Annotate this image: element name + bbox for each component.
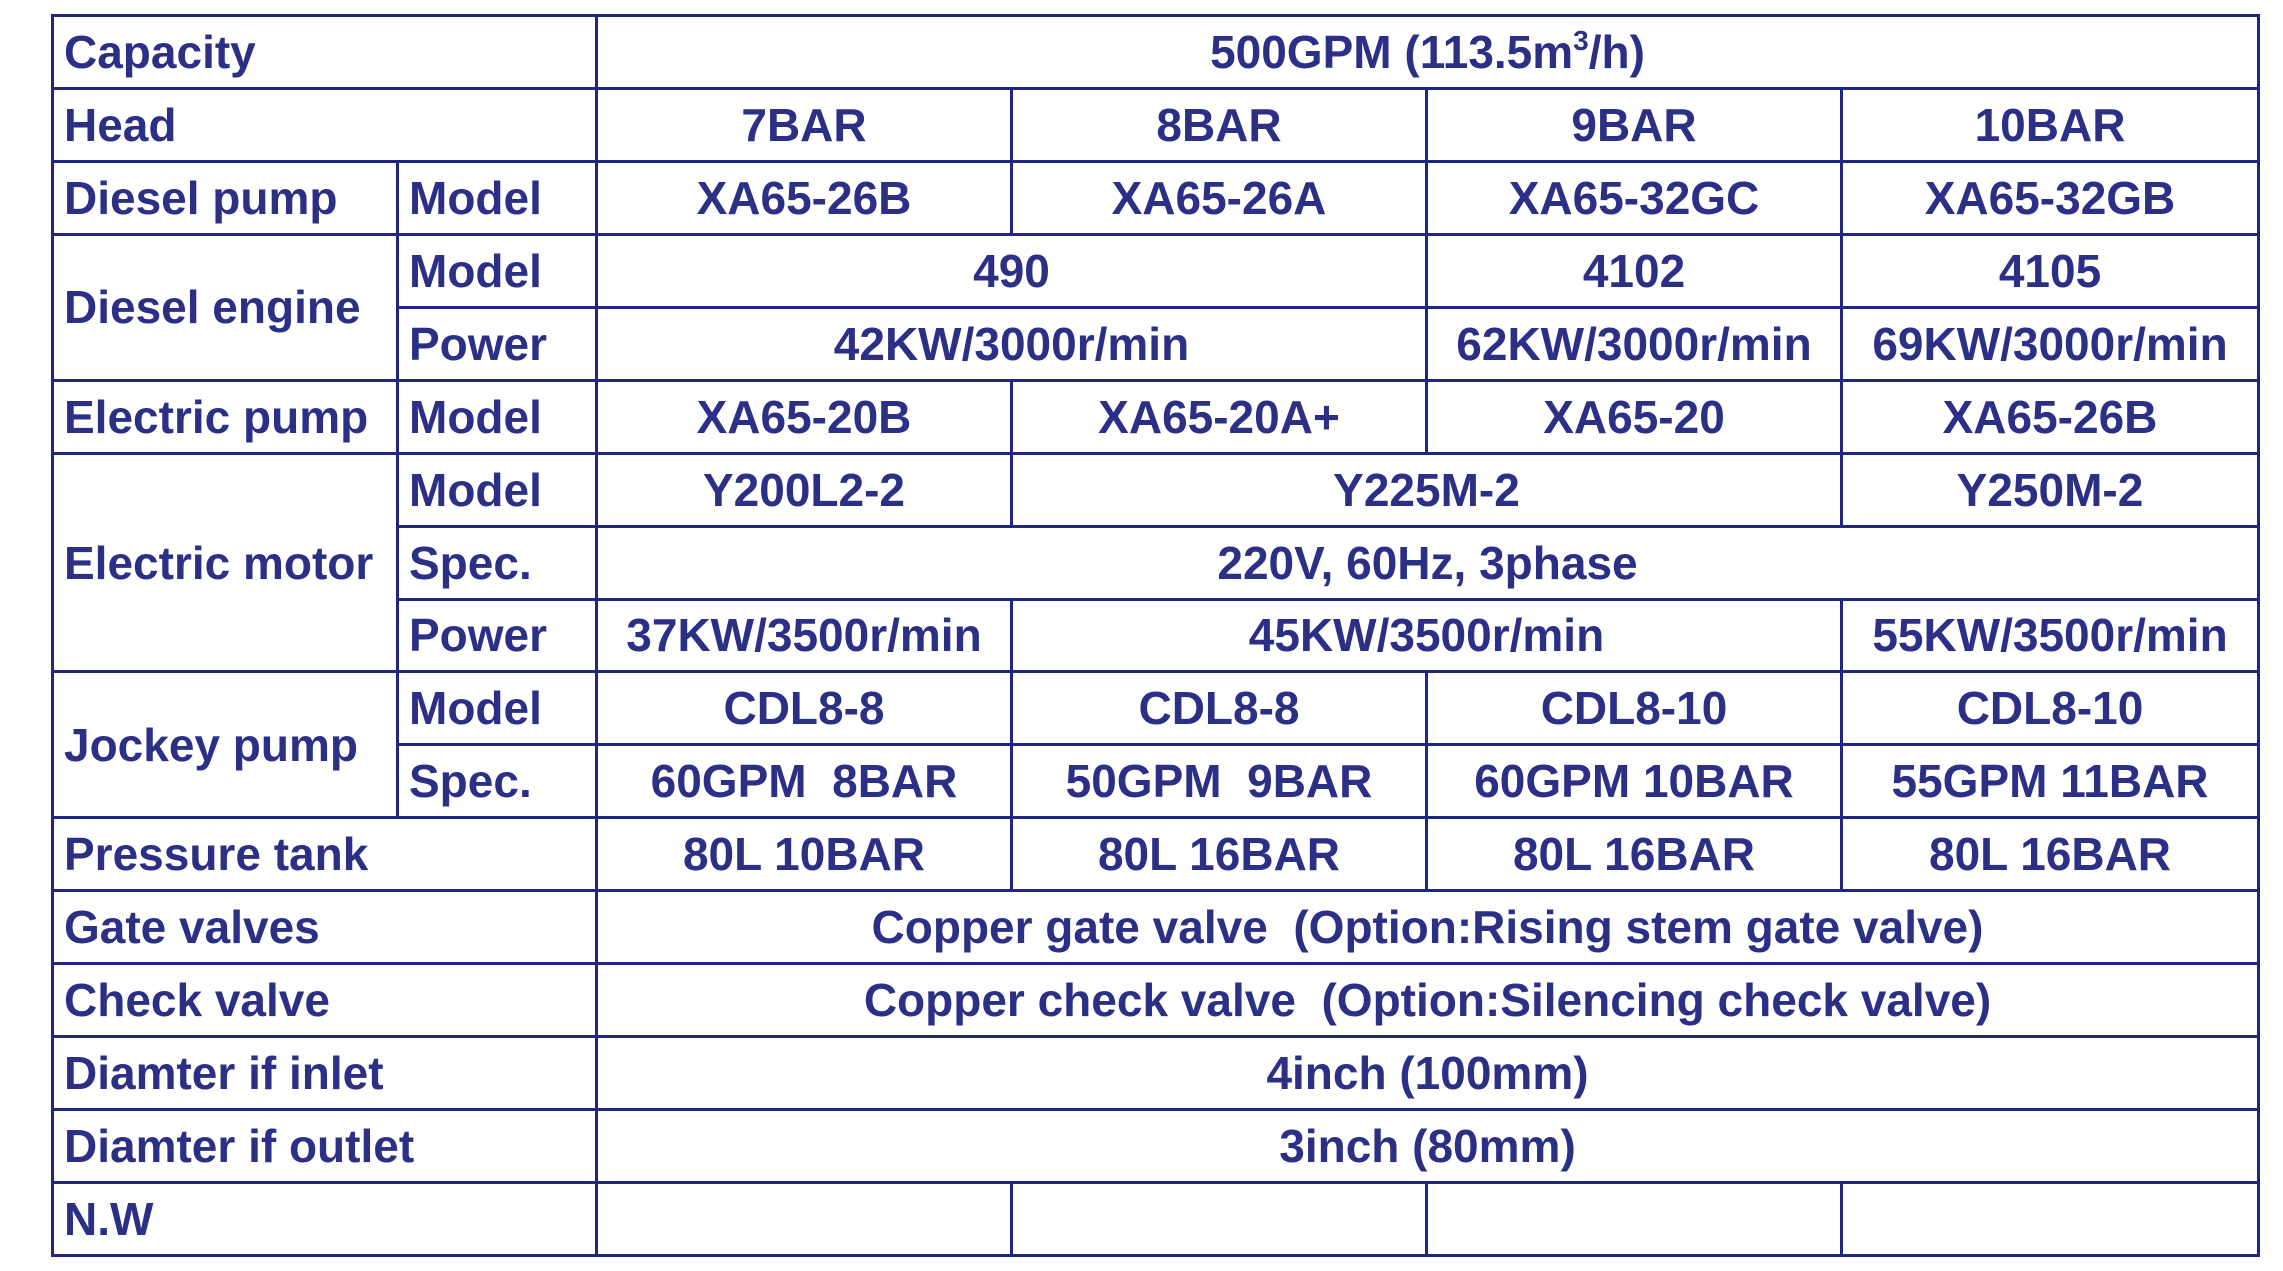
- jockey-pump-model: CDL8-8: [597, 672, 1012, 745]
- net-weight-cell: [1012, 1183, 1427, 1256]
- diesel-pump-row: [53, 161, 2259, 234]
- jockey-pump-spec: 50GPM 9BAR: [1012, 745, 1427, 818]
- net-weight-row: [53, 1183, 2259, 1256]
- capacity-value-unit: /h): [1588, 25, 1645, 78]
- diesel-pump-sublabel: Model: [398, 161, 597, 234]
- jockey-pump-spec-sublabel: Spec.: [398, 745, 597, 818]
- capacity-row: [53, 16, 2259, 89]
- capacity-value-main: 500GPM (113.5m: [1210, 25, 1574, 78]
- check-valve-label: Check valve: [53, 964, 597, 1037]
- electric-pump-label: Electric pump: [53, 380, 398, 453]
- outlet-diameter-value: 3inch (80mm): [597, 1110, 2259, 1183]
- electric-motor-model: Y200L2-2: [597, 453, 1012, 526]
- diesel-engine-power-sublabel: Power: [398, 307, 597, 380]
- check-valve-value: Copper check valve (Option:Silencing check valve): [597, 964, 2259, 1037]
- pressure-tank-value: 80L 16BAR: [1842, 818, 2259, 891]
- gate-valves-value: Copper gate valve (Option:Rising stem gate valve): [597, 891, 2259, 964]
- diesel-pump-model: XA65-26A: [1012, 161, 1427, 234]
- electric-pump-model: XA65-20A+: [1012, 380, 1427, 453]
- diesel-pump-model: XA65-32GB: [1842, 161, 2259, 234]
- jockey-pump-label: Jockey pump: [53, 672, 398, 818]
- gate-valves-row: [53, 891, 2259, 964]
- pressure-tank-label: Pressure tank: [53, 818, 597, 891]
- diesel-engine-label: Diesel engine: [53, 234, 398, 380]
- diesel-pump-model: XA65-32GC: [1427, 161, 1842, 234]
- jockey-pump-spec: 60GPM 10BAR: [1427, 745, 1842, 818]
- diesel-engine-model-row: [53, 234, 2259, 307]
- check-valve-row: [53, 964, 2259, 1037]
- jockey-pump-model: CDL8-8: [1012, 672, 1427, 745]
- head-value: 9BAR: [1427, 88, 1842, 161]
- pressure-tank-value: 80L 16BAR: [1427, 818, 1842, 891]
- electric-pump-model: XA65-20: [1427, 380, 1842, 453]
- head-value: 10BAR: [1842, 88, 2259, 161]
- pressure-tank-row: [53, 818, 2259, 891]
- diesel-pump-model: XA65-26B: [597, 161, 1012, 234]
- outlet-diameter-row: [53, 1110, 2259, 1183]
- electric-pump-row: [53, 380, 2259, 453]
- capacity-label: Capacity: [53, 16, 597, 89]
- diesel-engine-model: 4105: [1842, 234, 2259, 307]
- electric-pump-model: XA65-26B: [1842, 380, 2259, 453]
- outlet-diameter-label: Diamter if outlet: [53, 1110, 597, 1183]
- diesel-engine-power: 62KW/3000r/min: [1427, 307, 1842, 380]
- electric-motor-model-sublabel: Model: [398, 453, 597, 526]
- electric-motor-spec-sublabel: Spec.: [398, 526, 597, 599]
- inlet-diameter-label: Diamter if inlet: [53, 1037, 597, 1110]
- capacity-value: [597, 16, 2259, 89]
- jockey-pump-model: CDL8-10: [1427, 672, 1842, 745]
- electric-pump-model: XA65-20B: [597, 380, 1012, 453]
- pressure-tank-value: 80L 16BAR: [1012, 818, 1427, 891]
- diesel-engine-model: 490: [597, 234, 1427, 307]
- electric-pump-sublabel: Model: [398, 380, 597, 453]
- diesel-engine-power: 69KW/3000r/min: [1842, 307, 2259, 380]
- jockey-pump-model-sublabel: Model: [398, 672, 597, 745]
- pressure-tank-value: 80L 10BAR: [597, 818, 1012, 891]
- electric-motor-power: 45KW/3500r/min: [1012, 599, 1842, 672]
- diesel-engine-model: 4102: [1427, 234, 1842, 307]
- net-weight-cell: [597, 1183, 1012, 1256]
- jockey-pump-model: CDL8-10: [1842, 672, 2259, 745]
- head-value: 8BAR: [1012, 88, 1427, 161]
- head-row: [53, 88, 2259, 161]
- inlet-diameter-value: 4inch (100mm): [597, 1037, 2259, 1110]
- gate-valves-label: Gate valves: [53, 891, 597, 964]
- jockey-pump-model-row: [53, 672, 2259, 745]
- electric-motor-model: Y250M-2: [1842, 453, 2259, 526]
- diesel-engine-model-sublabel: Model: [398, 234, 597, 307]
- net-weight-cell: [1427, 1183, 1842, 1256]
- diesel-engine-power: 42KW/3000r/min: [597, 307, 1427, 380]
- jockey-pump-spec: 55GPM 11BAR: [1842, 745, 2259, 818]
- pump-spec-table: [51, 14, 2260, 1257]
- electric-motor-label: Electric motor: [53, 453, 398, 672]
- net-weight-cell: [1842, 1183, 2259, 1256]
- capacity-value-superscript: 3: [1573, 24, 1589, 56]
- inlet-diameter-row: [53, 1037, 2259, 1110]
- head-value: 7BAR: [597, 88, 1012, 161]
- electric-motor-power: 37KW/3500r/min: [597, 599, 1012, 672]
- electric-motor-power: 55KW/3500r/min: [1842, 599, 2259, 672]
- electric-motor-power-sublabel: Power: [398, 599, 597, 672]
- electric-motor-model: Y225M-2: [1012, 453, 1842, 526]
- electric-motor-spec: 220V, 60Hz, 3phase: [597, 526, 2259, 599]
- electric-motor-model-row: [53, 453, 2259, 526]
- head-label: Head: [53, 88, 597, 161]
- jockey-pump-spec: 60GPM 8BAR: [597, 745, 1012, 818]
- net-weight-label: N.W: [53, 1183, 597, 1256]
- diesel-pump-label: Diesel pump: [53, 161, 398, 234]
